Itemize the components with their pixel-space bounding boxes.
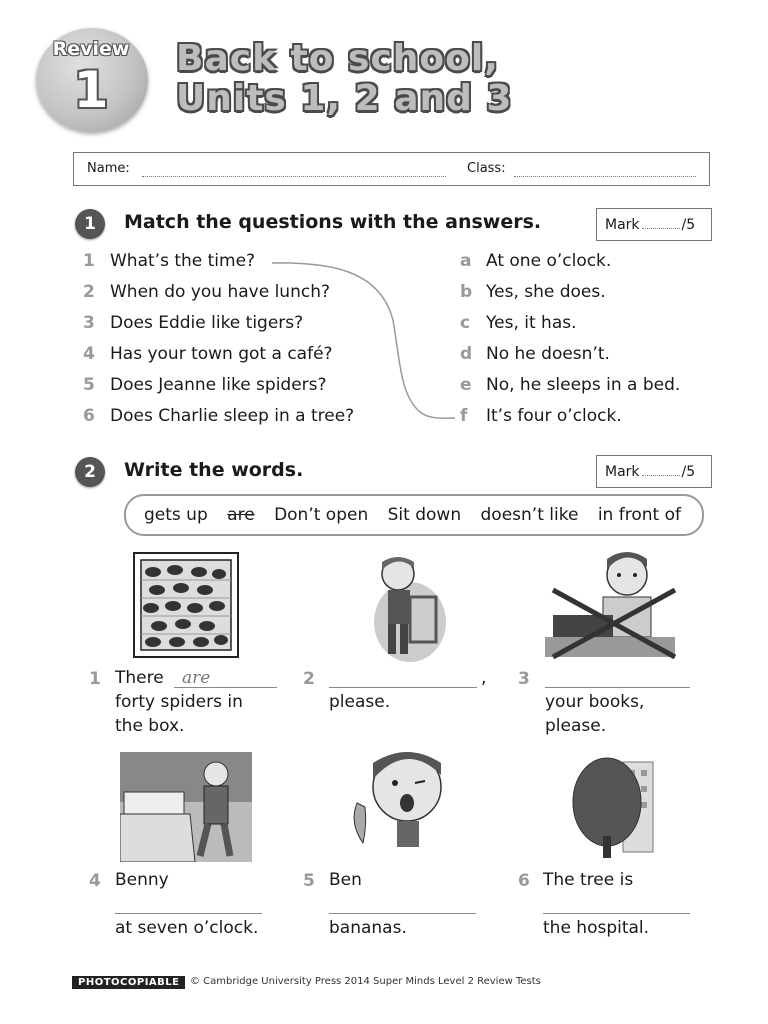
answer-letter: e [460, 375, 472, 395]
tree-hospital-illustration [565, 752, 675, 862]
answer-letter: f [460, 406, 468, 426]
item-number: 6 [518, 871, 530, 891]
word-bank-item: gets up [144, 505, 208, 525]
item-text: Ben [329, 870, 362, 890]
mark-total: /5 [681, 217, 696, 233]
copyright-text: © Cambridge University Press 2014 Super Minds Level 2 Review Tests [190, 976, 541, 987]
item-text: Benny [115, 870, 169, 890]
question-text: Does Jeanne like spiders? [110, 375, 327, 395]
word-bank-item: Sit down [387, 505, 462, 525]
item-number: 1 [89, 669, 101, 689]
question-number: 4 [83, 344, 95, 364]
answer-letter: c [460, 313, 471, 333]
word-bank [124, 494, 704, 536]
no-books-illustration [545, 545, 685, 663]
word-bank-item: Don’t open [274, 505, 369, 525]
answer-text: No, he sleeps in a bed. [486, 375, 681, 395]
answer-blank[interactable] [329, 686, 477, 688]
question-text: Does Eddie like tigers? [110, 313, 304, 333]
mark-label: Mark [605, 217, 640, 233]
item-text: at seven o’clock. [115, 918, 259, 938]
item-number: 2 [303, 669, 315, 689]
mark-label: Mark [605, 464, 640, 480]
question-number: 6 [83, 406, 95, 426]
answer-blank[interactable] [115, 912, 262, 914]
item-number: 3 [518, 669, 530, 689]
item-text: There [115, 668, 164, 688]
class-label: Class: [467, 161, 506, 176]
example-answer: are [182, 668, 211, 688]
answer-blank[interactable] [174, 686, 277, 688]
section1-number: 1 [75, 209, 105, 239]
word-bank-item: in front of [597, 505, 681, 525]
answer-blank[interactable] [545, 686, 690, 688]
mark-total: /5 [681, 464, 696, 480]
boy-sitting-illustration [360, 552, 460, 662]
question-text: Has your town got a café? [110, 344, 333, 364]
section1-title: Match the questions with the answers. [124, 211, 542, 233]
answer-blank[interactable] [543, 912, 690, 914]
section2-title: Write the words. [124, 459, 304, 481]
item-text: The tree is [543, 870, 634, 890]
item-number: 4 [89, 871, 101, 891]
answer-blank[interactable] [329, 912, 476, 914]
answer-text: No he doesn’t. [486, 344, 610, 364]
badge-number: 1 [73, 61, 109, 119]
answer-text: It’s four o’clock. [486, 406, 622, 426]
answer-text: Yes, she does. [486, 282, 606, 302]
item-text: the hospital. [543, 918, 650, 938]
question-number: 5 [83, 375, 95, 395]
item-text: bananas. [329, 918, 407, 938]
item-text: the box. [115, 716, 185, 736]
question-text: Does Charlie sleep in a tree? [110, 406, 355, 426]
question-text: When do you have lunch? [110, 282, 330, 302]
badge-word: Review [52, 38, 130, 60]
mark-field[interactable] [642, 475, 680, 476]
answer-text: Yes, it has. [486, 313, 577, 333]
question-number: 2 [83, 282, 95, 302]
item-text: please. [545, 716, 607, 736]
question-text: What’s the time? [110, 251, 256, 271]
page-title-line2: Units 1, 2 and 3 [176, 78, 513, 119]
answer-letter: a [460, 251, 472, 271]
item-comma: , [481, 668, 487, 688]
section2-mark-box [596, 455, 712, 488]
answer-letter: b [460, 282, 473, 302]
item-text: forty spiders in [115, 692, 243, 712]
question-number: 3 [83, 313, 95, 333]
answer-text: At one o’clock. [486, 251, 612, 271]
name-label: Name: [87, 161, 130, 176]
item-text: please. [329, 692, 391, 712]
section2-number: 2 [75, 457, 105, 487]
boy-banana-illustration [345, 745, 455, 855]
word-bank-item: doesn’t like [480, 505, 579, 525]
boy-getting-up-illustration [120, 752, 252, 862]
item-text: your books, [545, 692, 645, 712]
question-number: 1 [83, 251, 95, 271]
word-bank-item-used: are [227, 505, 255, 525]
spiders-box-illustration [133, 552, 239, 658]
page-title-line1: Back to school, [176, 38, 499, 79]
answer-letter: d [460, 344, 473, 364]
item-number: 5 [303, 871, 315, 891]
photocopiable-tag: PHOTOCOPIABLE [72, 976, 185, 989]
